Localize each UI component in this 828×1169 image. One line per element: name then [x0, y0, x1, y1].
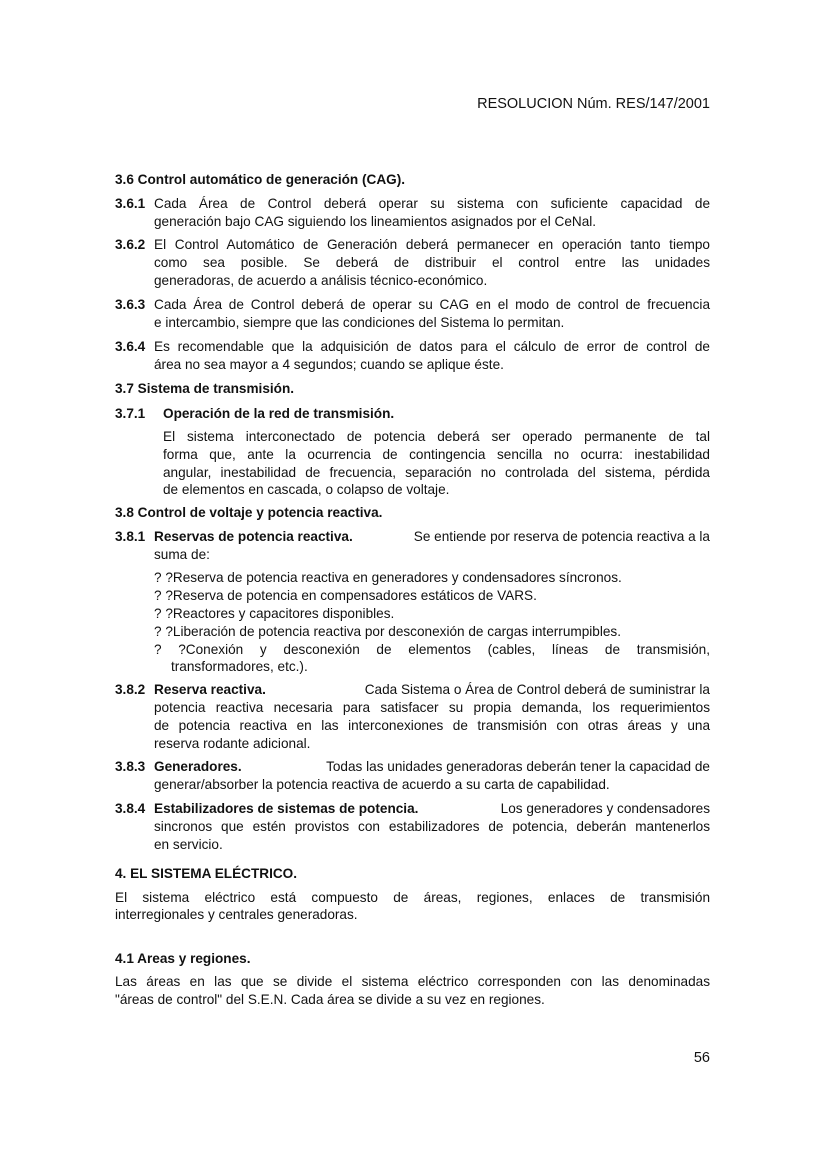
text-line: potencia reactiva necesaria para satisfacer su propia demanda, los requerimientos — [154, 700, 710, 715]
item-number: 3.6.2 — [115, 237, 146, 252]
section-heading-3-7: 3.7 Sistema de transmisión. — [115, 381, 295, 396]
text-line — [154, 801, 710, 816]
text-run: Todas las unidades generadoras deberán tener la capacidad de — [326, 759, 710, 774]
text-line: El Control Automático de Generación deberá permanecer en operación tanto tiempo — [154, 237, 710, 252]
text-run: Se entiende por reserva de potencia reactiva a la — [413, 529, 710, 544]
text-line: Cada Área de Control deberá operar su sistema con suficiente capacidad de — [154, 196, 710, 211]
item-number: 3.6.1 — [115, 196, 146, 211]
text-line — [154, 529, 710, 544]
item-number: 3.8.3 — [115, 759, 146, 774]
section-heading-3-6: 3.6 Control automático de generación (CAG). — [115, 172, 406, 187]
text-line: reserva rodante adicional. — [154, 736, 311, 751]
text-line: sincronos que estén provistos con estabilizadores de potencia, deberán mantenerlos — [154, 819, 710, 834]
text-line: generación bajo CAG siguiendo los lineamientos asignados por el CeNal. — [154, 214, 597, 229]
list-item: ? ?Reactores y capacitores disponibles. — [154, 606, 395, 621]
section-heading-3-8: 3.8 Control de voltaje y potencia reactiva. — [115, 505, 383, 520]
text-line: área no sea mayor a 4 segundos; cuando se aplique éste. — [154, 357, 504, 372]
list-item: ? ?Reserva de potencia en compensadores estáticos de VARS. — [154, 588, 537, 603]
item-number: 3.7.1 — [115, 406, 146, 421]
text-line: forma que, ante la ocurrencia de contingencia sencilla no ocurra: inestabilidad — [163, 447, 710, 462]
text-line: de elementos en cascada, o colapso de voltaje. — [163, 482, 450, 497]
text-line: Las áreas en las que se divide el sistema eléctrico corresponden con las denominadas — [115, 974, 710, 989]
text-line: "áreas de control" del S.E.N. Cada área se divide a su vez en regiones. — [115, 992, 545, 1007]
text-line: en servicio. — [154, 837, 223, 852]
subsection-title: Operación de la red de transmisión. — [163, 406, 395, 421]
text-line: Es recomendable que la adquisición de datos para el cálculo de error de control de — [154, 339, 710, 354]
list-item: ? ?Reserva de potencia reactiva en generadores y condensadores síncronos. — [154, 570, 622, 585]
text-run: Los generadores y condensadores — [500, 801, 710, 816]
subsection-title: Reserva reactiva. — [154, 682, 266, 697]
list-item: ? ?Conexión y desconexión de elementos (cables, líneas de transmisión, — [154, 642, 710, 657]
text-line: Cada Área de Control deberá de operar su CAG en el modo de control de frecuencia — [154, 297, 710, 312]
section-heading-4: 4. EL SISTEMA ELÉCTRICO. — [115, 866, 298, 881]
text-line: angular, inestabilidad de frecuencia, separación no controlada del sistema, pérdida — [163, 465, 710, 480]
text-line: generadoras, de acuerdo a análisis técnico-económico. — [154, 273, 488, 288]
item-number: 3.6.3 — [115, 297, 146, 312]
subsection-title: Estabilizadores de sistemas de potencia. — [154, 801, 419, 816]
document-header: RESOLUCION Núm. RES/147/2001 — [477, 96, 710, 112]
list-item-continuation: transformadores, etc.). — [171, 659, 308, 674]
text-line: como sea posible. Se deberá de distribuir el control entre las unidades — [154, 255, 710, 270]
text-line: de potencia reactiva en las interconexiones de transmisión con otras áreas y una — [154, 718, 710, 733]
text-line: generar/absorber la potencia reactiva de acuerdo a su carta de capabilidad. — [154, 777, 610, 792]
page-number: 56 — [693, 1050, 710, 1066]
item-number: 3.6.4 — [115, 339, 146, 354]
section-heading-4-1: 4.1 Areas y regiones. — [115, 951, 251, 966]
item-number: 3.8.1 — [115, 529, 146, 544]
text-line: El sistema eléctrico está compuesto de áreas, regiones, enlaces de transmisión — [115, 890, 710, 905]
list-item: ? ?Liberación de potencia reactiva por desconexión de cargas interrumpibles. — [154, 624, 621, 639]
text-line: interregionales y centrales generadoras. — [115, 907, 358, 922]
item-number: 3.8.4 — [115, 801, 146, 816]
text-line — [154, 682, 710, 697]
subsection-title: Reservas de potencia reactiva. — [154, 529, 353, 544]
text-line: e intercambio, siempre que las condiciones del Sistema lo permitan. — [154, 315, 565, 330]
subsection-title: Generadores. — [154, 759, 242, 774]
item-number: 3.8.2 — [115, 682, 146, 697]
text-line — [154, 759, 710, 774]
text-line: El sistema interconectado de potencia deberá ser operado permanente de tal — [163, 429, 710, 444]
text-run: Cada Sistema o Área de Control deberá de suministrar la — [364, 682, 710, 697]
text-line: suma de: — [154, 547, 210, 562]
